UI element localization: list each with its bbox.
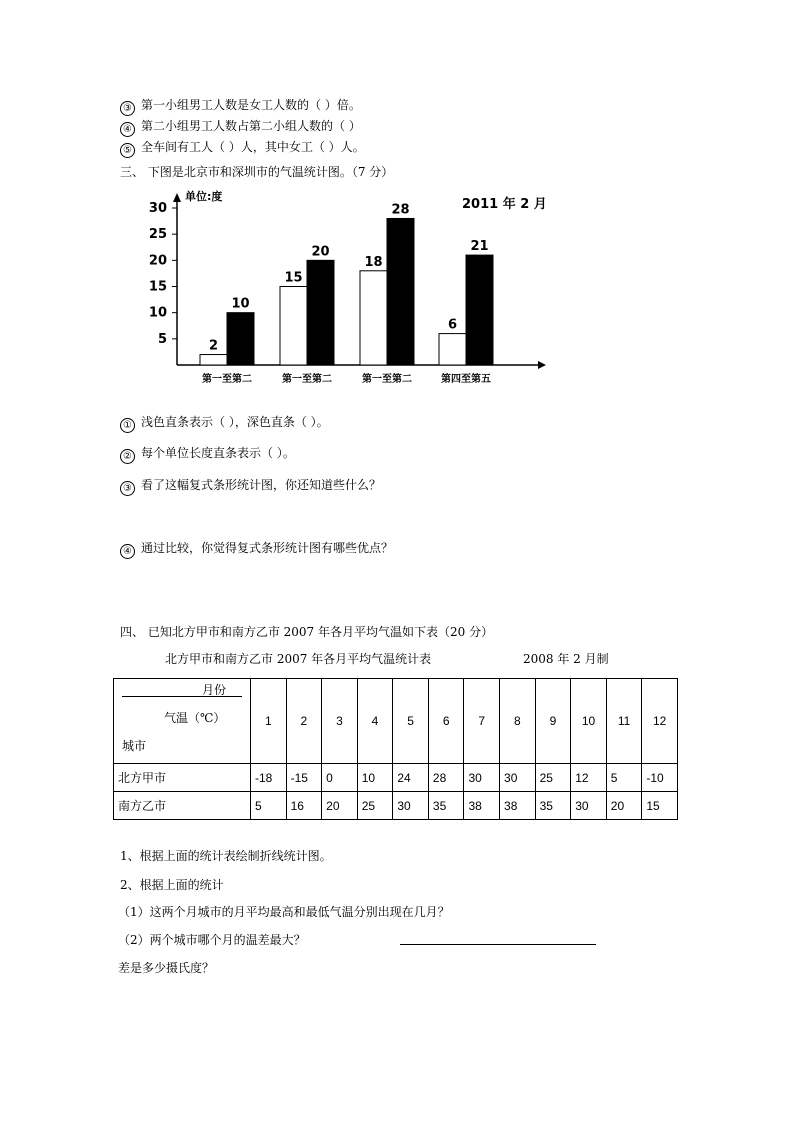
value-cell: 30	[393, 792, 429, 820]
month-cell: 4	[357, 679, 393, 764]
temperature-table	[113, 678, 678, 820]
y-tick-label: 5	[157, 331, 167, 347]
month-cell: 7	[464, 679, 500, 764]
data-label: 28	[391, 202, 410, 218]
city-cell: 南方乙市	[114, 792, 251, 820]
bar-light	[280, 287, 307, 366]
category-label: 第一至第二	[202, 374, 252, 385]
data-label: 6	[447, 317, 458, 333]
section-3-title: 三、 下图是北京市和深圳市的气温统计图。（7 分）	[120, 165, 394, 179]
data-label: 10	[231, 296, 250, 312]
value-cell: 15	[642, 792, 678, 820]
value-cell: 24	[393, 764, 429, 792]
value-cell: 20	[606, 792, 642, 820]
bar-chart	[140, 190, 560, 390]
y-tick-label: 20	[148, 253, 167, 269]
question-number: ③	[120, 101, 135, 116]
month-cell: 2	[286, 679, 322, 764]
question-number: ③	[120, 481, 135, 496]
value-cell: 30	[571, 792, 607, 820]
question-3-top	[120, 97, 361, 116]
bar-dark	[387, 218, 414, 365]
month-cell: 1	[251, 679, 287, 764]
x-axis-arrow	[538, 361, 546, 369]
value-cell: 38	[464, 792, 500, 820]
value-cell: 12	[571, 764, 607, 792]
question-text: 看了这幅复式条形统计图，你还知道些什么？	[141, 478, 382, 492]
bar-light	[439, 334, 466, 365]
month-cell: 8	[500, 679, 536, 764]
question-number: ①	[120, 418, 135, 433]
value-cell: 28	[428, 764, 464, 792]
section-4-question-2-3: 差是多少摄氏度？	[118, 961, 215, 975]
value-cell: -10	[642, 764, 678, 792]
question-number: ⑤	[120, 143, 135, 158]
y-tick-label: 10	[148, 305, 167, 321]
bar-dark	[307, 260, 334, 365]
question-number: ④	[120, 544, 135, 559]
table-row	[114, 792, 678, 820]
bar-dark	[227, 313, 254, 365]
data-label: 21	[470, 239, 489, 255]
month-cell: 5	[393, 679, 429, 764]
value-cell: -15	[286, 764, 322, 792]
data-label: 2	[208, 338, 219, 354]
y-axis-arrow	[173, 193, 181, 202]
data-label: 15	[284, 270, 303, 286]
question-text: 通过比较，你觉得复式条形统计图有哪些优点？	[141, 541, 394, 555]
category-label: 第一至第二	[282, 374, 332, 385]
question-text: 每个单位长度直条表示（ ）。	[141, 446, 295, 460]
question-number: ②	[120, 449, 135, 464]
question-text: 第二小组男工人数占第二小组人数的（ ）	[141, 119, 361, 133]
month-cell: 10	[571, 679, 607, 764]
city-cell: 北方甲市	[114, 764, 251, 792]
header-month: 月份	[202, 683, 227, 697]
section-3-question-2	[120, 445, 295, 464]
value-cell: -18	[251, 764, 287, 792]
section-4-title: 四、 已知北方甲市和南方乙市 2007 年各月平均气温如下表（20 分）	[120, 625, 494, 639]
y-tick-label: 15	[148, 279, 167, 295]
section-4-question-1: 1、根据上面的统计表绘制折线统计图。	[120, 849, 332, 863]
question-text: 第一小组男工人数是女工人数的（ ）倍。	[141, 98, 361, 112]
table-header-row	[114, 679, 678, 764]
month-cell: 11	[606, 679, 642, 764]
month-cell: 12	[642, 679, 678, 764]
value-cell: 38	[500, 792, 536, 820]
question-4-top	[120, 118, 361, 137]
section-4-question-2-1: （1）这两个月城市的月平均最高和最低气温分别出现在几月？	[118, 905, 450, 919]
bar-light	[200, 355, 227, 365]
y-tick-label: 30	[148, 201, 167, 216]
header-divider	[122, 696, 242, 697]
month-cell: 3	[322, 679, 358, 764]
section-4-question-2: 2、根据上面的统计	[120, 878, 224, 892]
value-cell: 5	[606, 764, 642, 792]
value-cell: 0	[322, 764, 358, 792]
bar-dark	[466, 255, 493, 365]
table-row	[114, 764, 678, 792]
question-number: ④	[120, 122, 135, 137]
category-label: 第一至第二	[362, 374, 412, 385]
header-city: 城市	[122, 739, 147, 753]
section-4-question-2-2: （2）两个城市哪个月的温差最大？	[118, 933, 306, 947]
value-cell: 30	[500, 764, 536, 792]
value-cell: 16	[286, 792, 322, 820]
table-corner-header	[114, 679, 251, 764]
value-cell: 5	[251, 792, 287, 820]
table-caption: 北方甲市和南方乙市 2007 年各月平均气温统计表	[165, 652, 432, 666]
table-date: 2008 年 2 月制	[523, 652, 609, 666]
y-tick-label: 25	[148, 227, 167, 243]
value-cell: 25	[357, 792, 393, 820]
question-text: 浅色直条表示（ ），深色直条（ ）。	[141, 415, 329, 429]
category-label: 第四至第五	[441, 374, 491, 385]
value-cell: 25	[535, 764, 571, 792]
section-3-question-3	[120, 477, 381, 496]
value-cell: 35	[428, 792, 464, 820]
value-cell: 10	[357, 764, 393, 792]
bar-light	[360, 271, 387, 365]
chart-title: 2011 年 2 月	[462, 197, 547, 212]
question-text: 全车间有工人（ ）人，其中女工（ ）人。	[141, 140, 365, 154]
question-5-top	[120, 139, 365, 158]
header-temp: 气温（℃）	[164, 711, 226, 725]
answer-line	[400, 944, 596, 945]
value-cell: 20	[322, 792, 358, 820]
value-cell: 30	[464, 764, 500, 792]
section-3-question-1	[120, 414, 329, 433]
unit-label: 单位:度	[185, 190, 223, 203]
month-cell: 9	[535, 679, 571, 764]
month-cell: 6	[428, 679, 464, 764]
value-cell: 35	[535, 792, 571, 820]
data-label: 18	[364, 254, 383, 270]
section-3-question-4	[120, 540, 393, 559]
data-label: 20	[311, 244, 330, 260]
